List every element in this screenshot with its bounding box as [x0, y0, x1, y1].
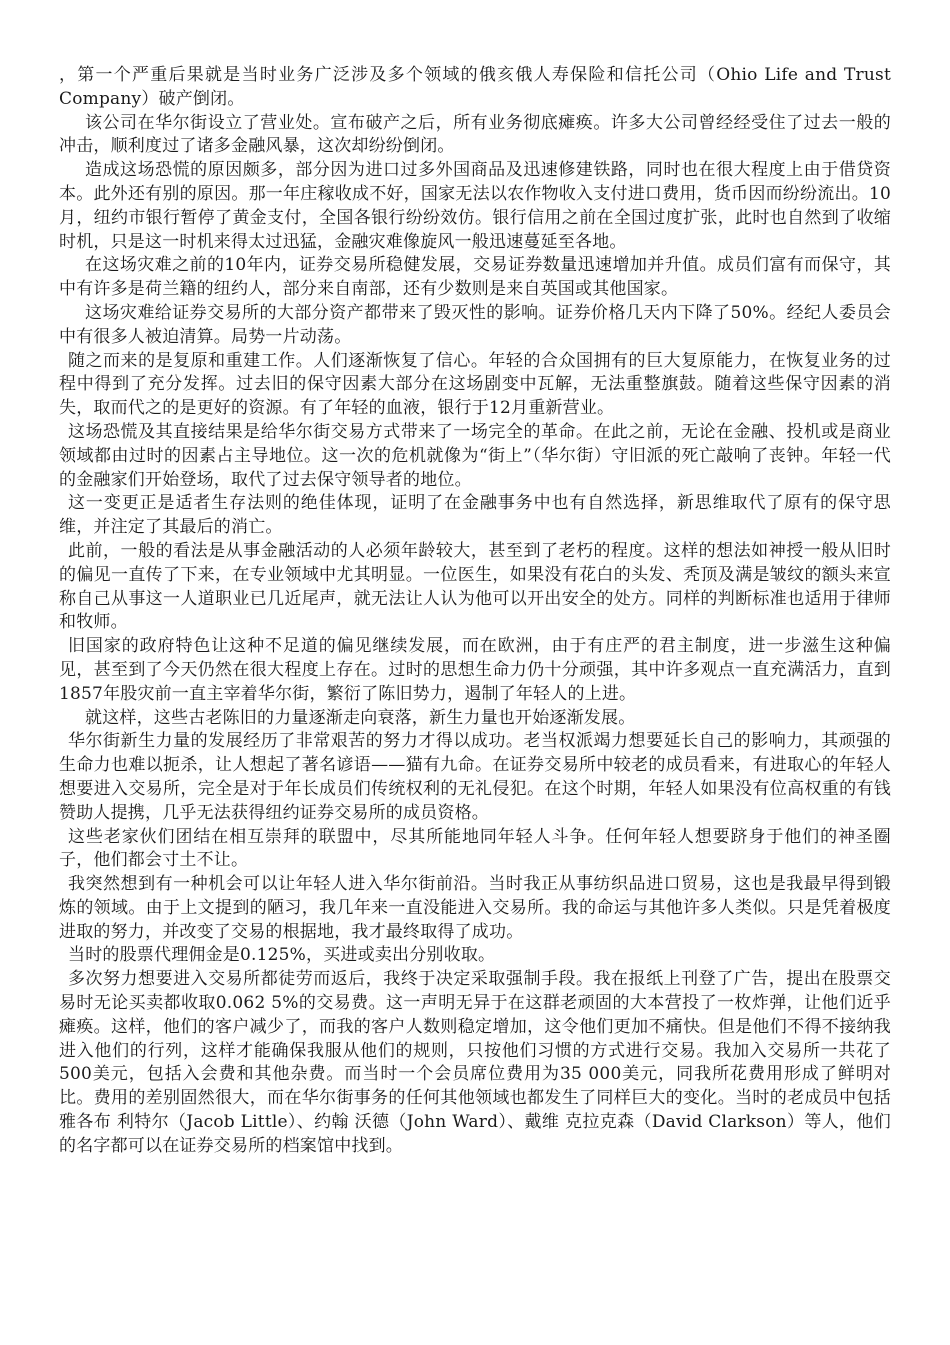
paragraph: 这场恐慌及其直接结果是给华尔街交易方式带来了一场完全的革命。在此之前，无论在金融、投机或是商业领域都由过时的因素占主导地位。这一次的危机就像为“街上”（华尔街）守旧派的死亡敲响了丧钟。年轻一代的金融家们开始登场，取代了过去保守领导者的地位。 [59, 421, 891, 490]
paragraph: 这一变更正是适者生存法则的绝佳体现，证明了在金融事务中也有自然选择，新思维取代了原有的保守思维，并注定了其最后的消亡。 [59, 493, 891, 538]
paragraph: 当时的股票代理佣金是0.125%，买进或卖出分别收取。 [68, 945, 496, 966]
paragraph: 造成这场恐慌的原因颇多，部分因为进口过多外国商品及迅速修建铁路，同时也在很大程度上由于借贷资本。此外还有别的原因。那一年庄稼收成不好，国家无法以农作物收入支付进口费用，货币因而纷纷流出。10月，纽约市银行暂停了黄金支付，全国各银行纷纷效仿。银行信用之前在全国过度扩张，此时也自然到了收缩时机，只是这一时机来得太过迅猛，金融灾难像旋风一般迅速蔓延至各地。 [59, 160, 891, 252]
paragraph: ，第一个严重后果就是当时业务广泛涉及多个领域的俄亥俄人寿保险和信托公司（Ohio Life and Trust Company）破产倒闭。 [59, 65, 891, 109]
paragraph: 这些老家伙们团结在相互崇拜的联盟中，尽其所能地同年轻人斗争。任何年轻人想要跻身于他们的神圣圈子，他们都会寸土不让。 [59, 826, 891, 871]
paragraph: 多次努力想要进入交易所都徒劳而返后，我终于决定采取强制手段。我在报纸上刊登了广告，提出在股票交易时无论买卖都收取0.062 5%的交易费。这一声明无异于在这群老顽固的大本营投了一枚炸弹，让他们近乎瘫痪。这样，他们的客户减少了，而我的客户人数则稳定增加，这令他们更加不痛快。但是他们不得不接纳我进入他们的行列，这样才能确保我服从他们的规则，只按他们习惯的方式进行交易。我加入交易所一共花了500美元，包括入会费和其他杂费。而当时一个会员席位费用为35 000美元，同我所花费用形成了鲜明对比。费用的差别固然很大，而在华尔街事务的任何其他领域也都发生了同样巨大的变化。当时的老成员中包括雅各布 利特尔（Jacob Little）、约翰 沃德（John Ward）、戴维 克拉克森（David Clarkson）等人，他们的名字都可以在证券交易所的档案馆中找到。 [59, 969, 891, 1156]
paragraph: 就这样，这些古老陈旧的力量逐渐走向衰落，新生力量也开始逐渐发展。 [85, 707, 636, 728]
paragraph: 随之而来的是复原和重建工作。人们逐渐恢复了信心。年轻的合众国拥有的巨大复原能力，在恢复业务的过程中得到了充分发挥。过去旧的保守因素大部分在这场剧变中瓦解，无法重整旗鼓。随着这些保守因素的消失，取而代之的是更好的资源。有了年轻的血液，银行于12月重新营业。 [59, 350, 891, 419]
paragraph: 我突然想到有一种机会可以让年轻人进入华尔街前沿。当时我正从事纺织品进口贸易，这也是我最早得到锻炼的领域。由于上文提到的陋习，我几年来一直没能进入交易所。我的命运与其他许多人类似。只是凭着极度进取的努力，并改变了交易的根据地，我才最终取得了成功。 [59, 874, 891, 942]
paragraph: 该公司在华尔街设立了营业处。宣布破产之后，所有业务彻底瘫痪。许多大公司曾经经受住了过去一般的冲击，顺利度过了诸多金融风暴，这次却纷纷倒闭。 [59, 112, 891, 157]
paragraph: 此前，一般的看法是从事金融活动的人必须年龄较大，甚至到了老朽的程度。这样的想法如神授一般从旧时的偏见一直传了下来，在专业领域中尤其明显。一位医生，如果没有花白的头发、秃顶及满是皱纹的额头来宣称自己从事这一人道职业已几近尾声，就无法让人认为他可以开出安全的处方。同样的判断标准也适用于律师和牧师。 [59, 540, 891, 633]
paragraph: 这场灾难给证券交易所的大部分资产都带来了毁灭性的影响。证券价格几天内下降了50%。经纪人委员会中有很多人被迫清算。局势一片动荡。 [59, 302, 891, 347]
article-body [59, 64, 891, 1159]
paragraph: 在这场灾难之前的10年内，证券交易所稳健发展，交易证券数量迅速增加并升值。成员们富有而保守，其中有许多是荷兰籍的纽约人，部分来自南部，还有少数则是来自英国或其他国家。 [59, 255, 891, 300]
paragraph: 华尔街新生力量的发展经历了非常艰苦的努力才得以成功。老当权派竭力想要延长自己的影响力，其顽强的生命力也难以扼杀，让人想起了著名谚语——猫有九命。在证券交易所中较老的成员看来，有进取心的年轻人想要进入交易所，完全是对于年长成员们传统权利的无礼侵犯。在这个时期，年轻人如果没有位高权重的有钱赞助人提携，几乎无法获得纽约证券交易所的成员资格。 [59, 731, 891, 823]
paragraph: 旧国家的政府特色让这种不足道的偏见继续发展，而在欧洲，由于有庄严的君主制度，进一步滋生这种偏见，甚至到了今天仍然在很大程度上存在。过时的思想生命力仍十分顽强，其中许多观点一直充满活力，直到1857年股灾前一直主宰着华尔街，繁衍了陈旧势力，遏制了年轻人的上进。 [59, 636, 891, 704]
